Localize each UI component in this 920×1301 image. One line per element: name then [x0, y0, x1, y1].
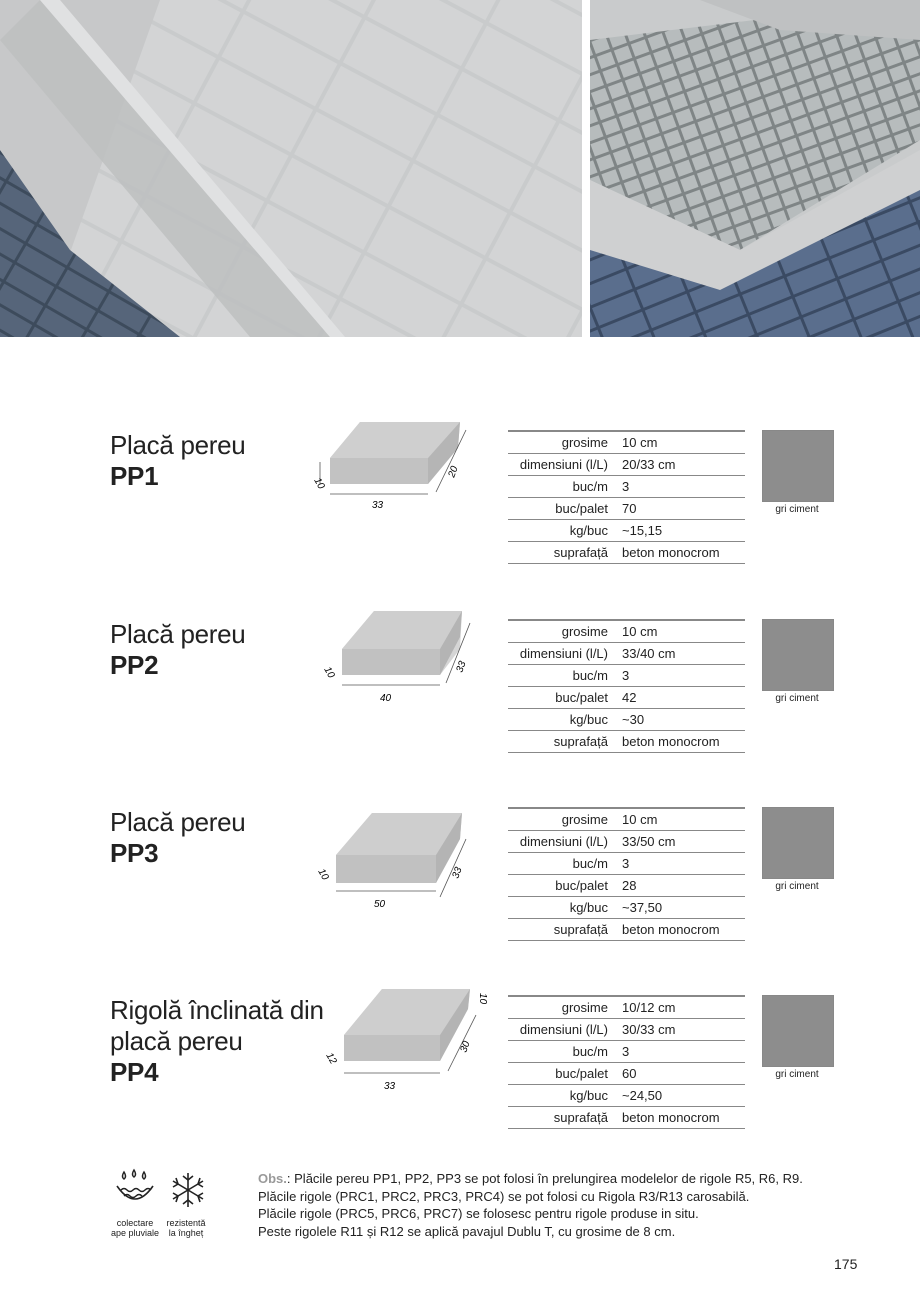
spec-row: [508, 1063, 745, 1085]
spec-key: kg/buc: [508, 520, 622, 542]
spec-value: 10 cm: [622, 431, 745, 454]
spec-value: 3: [622, 665, 745, 687]
spec-value: 33/50 cm: [622, 831, 745, 853]
product-title-line: Rigolă înclinată din: [110, 995, 324, 1025]
product-title: [110, 807, 245, 869]
spec-value: beton monocrom: [622, 919, 745, 941]
page-number: 175: [834, 1256, 858, 1272]
icon-label-line: la îngheț: [168, 1228, 204, 1238]
product-title: [110, 619, 245, 681]
icon-label-line: colectare: [116, 1218, 154, 1228]
spec-row: [508, 431, 745, 454]
frost-resistant-label: [164, 1218, 208, 1238]
spec-key: buc/palet: [508, 498, 622, 520]
dim-width: 30: [458, 1039, 473, 1055]
product-code: PP4: [110, 1057, 159, 1087]
spec-row: [508, 454, 745, 476]
product-title: [110, 430, 245, 492]
water-collection-label: [108, 1218, 162, 1238]
dim-length: 33: [372, 500, 384, 511]
note-line: [258, 1170, 803, 1188]
dim-height: 10: [321, 665, 337, 681]
note-line: Peste rigolele R11 și R12 se aplică pavajul Dublu T, cu grosime de 8 cm.: [258, 1223, 676, 1239]
dim-length: 50: [374, 899, 386, 907]
spec-key: grosime: [508, 808, 622, 831]
product-pp4: [0, 995, 920, 1165]
note-line: Plăcile rigole (PRC5, PRC6, PRC7) se folosesc pentru rigole produse in situ.: [258, 1206, 699, 1221]
color-label: gri ciment: [775, 881, 819, 892]
spec-value: 70: [622, 498, 745, 520]
icon-label-line: ape pluviale: [110, 1228, 160, 1238]
spec-key: suprafață: [508, 731, 622, 753]
spec-row: [508, 542, 745, 564]
spec-value: 60: [622, 1063, 745, 1085]
product-drawing: [300, 420, 500, 530]
product-drawing: [300, 609, 500, 719]
spec-key: suprafață: [508, 542, 622, 564]
spec-row: [508, 919, 745, 941]
spec-row: [508, 709, 745, 731]
spec-row: [508, 897, 745, 919]
spec-table: [508, 430, 745, 564]
dim-width: 33: [454, 659, 469, 675]
spec-value: ~30: [622, 709, 745, 731]
color-label: gri ciment: [775, 693, 819, 704]
hero-photos: [0, 0, 920, 337]
spec-key: buc/m: [508, 476, 622, 498]
spec-table: [508, 995, 745, 1129]
spec-row: [508, 1019, 745, 1041]
spec-value: 30/33 cm: [622, 1019, 745, 1041]
spec-key: kg/buc: [508, 709, 622, 731]
product-pp1: [0, 430, 920, 600]
hero-photo-right: [590, 0, 920, 337]
color-label: gri ciment: [775, 504, 819, 515]
spec-key: dimensiuni (l/L): [508, 831, 622, 853]
dim-length: 33: [384, 1081, 396, 1092]
icon-label-line: rezistentă: [166, 1218, 206, 1228]
spec-value: beton monocrom: [622, 1107, 745, 1129]
color-swatch: [762, 995, 834, 1067]
product-title-line: Placă pereu: [110, 430, 246, 460]
spec-row: [508, 498, 745, 520]
spec-table: [508, 619, 745, 753]
feature-icons: [108, 1168, 218, 1248]
note-text: : Plăcile pereu PP1, PP2, PP3 se pot folosi în prelungirea modelelor de rigole R5, R6, R9.: [286, 1171, 803, 1186]
spec-value: 28: [622, 875, 745, 897]
spec-key: kg/buc: [508, 897, 622, 919]
notes: [258, 1170, 803, 1240]
spec-row: [508, 687, 745, 709]
spec-value: 10/12 cm: [622, 996, 745, 1019]
dim-height: 10: [311, 476, 327, 492]
spec-value: ~37,50: [622, 897, 745, 919]
spec-key: dimensiuni (l/L): [508, 1019, 622, 1041]
spec-value: 3: [622, 1041, 745, 1063]
spec-row: [508, 665, 745, 687]
product-code: PP3: [110, 838, 159, 868]
spec-row: [508, 476, 745, 498]
spec-key: buc/m: [508, 665, 622, 687]
spec-key: grosime: [508, 431, 622, 454]
spec-value: ~24,50: [622, 1085, 745, 1107]
product-drawing: [300, 985, 500, 1095]
spec-row: [508, 808, 745, 831]
spec-row: [508, 520, 745, 542]
hero-photo-left: [0, 0, 582, 337]
spec-value: 10 cm: [622, 808, 745, 831]
product-pp2: [0, 619, 920, 789]
product-title-line: Placă pereu: [110, 807, 246, 837]
frost-resistant-icon: [168, 1170, 208, 1210]
spec-key: buc/palet: [508, 687, 622, 709]
obs-label: Obs.: [258, 1171, 287, 1186]
color-swatch: [762, 619, 834, 691]
spec-key: grosime: [508, 996, 622, 1019]
spec-key: dimensiuni (l/L): [508, 643, 622, 665]
spec-row: [508, 620, 745, 643]
spec-value: 42: [622, 687, 745, 709]
spec-value: beton monocrom: [622, 542, 745, 564]
spec-row: [508, 875, 745, 897]
spec-value: 20/33 cm: [622, 454, 745, 476]
spec-row: [508, 1107, 745, 1129]
dim-width: 20: [446, 464, 461, 480]
spec-value: 33/40 cm: [622, 643, 745, 665]
product-title-line: Placă pereu: [110, 619, 246, 649]
product-pp3: [0, 807, 920, 977]
spec-value: 10 cm: [622, 620, 745, 643]
spec-key: dimensiuni (l/L): [508, 454, 622, 476]
spec-table: [508, 807, 745, 941]
spec-value: ~15,15: [622, 520, 745, 542]
dim-length: 40: [380, 693, 392, 704]
dim-height: 12: [323, 1051, 339, 1067]
color-label: gri ciment: [775, 1069, 819, 1080]
spec-key: grosime: [508, 620, 622, 643]
spec-key: buc/palet: [508, 875, 622, 897]
spec-row: [508, 831, 745, 853]
product-drawing: [300, 797, 500, 907]
spec-key: buc/m: [508, 1041, 622, 1063]
spec-key: buc/m: [508, 853, 622, 875]
product-title: [110, 995, 324, 1088]
spec-row: [508, 1085, 745, 1107]
spec-key: suprafață: [508, 1107, 622, 1129]
spec-row: [508, 643, 745, 665]
spec-key: kg/buc: [508, 1085, 622, 1107]
note-line: Plăcile rigole (PRC1, PRC2, PRC3, PRC4) se pot folosi cu Rigola R3/R13 carosabilă.: [258, 1188, 750, 1204]
water-collection-icon: [112, 1168, 158, 1210]
spec-row: [508, 731, 745, 753]
spec-key: buc/palet: [508, 1063, 622, 1085]
product-title-line: placă pereu: [110, 1026, 243, 1056]
spec-value: beton monocrom: [622, 731, 745, 753]
dim-width: 33: [450, 865, 465, 881]
color-swatch: [762, 430, 834, 502]
spec-row: [508, 1041, 745, 1063]
spec-row: [508, 996, 745, 1019]
spec-key: suprafață: [508, 919, 622, 941]
spec-value: 3: [622, 476, 745, 498]
dim-height: 10: [315, 867, 331, 883]
spec-row: [508, 853, 745, 875]
dim-height-2: 10: [477, 993, 488, 1005]
color-swatch: [762, 807, 834, 879]
product-code: PP1: [110, 461, 159, 491]
spec-value: 3: [622, 853, 745, 875]
product-code: PP2: [110, 650, 159, 680]
